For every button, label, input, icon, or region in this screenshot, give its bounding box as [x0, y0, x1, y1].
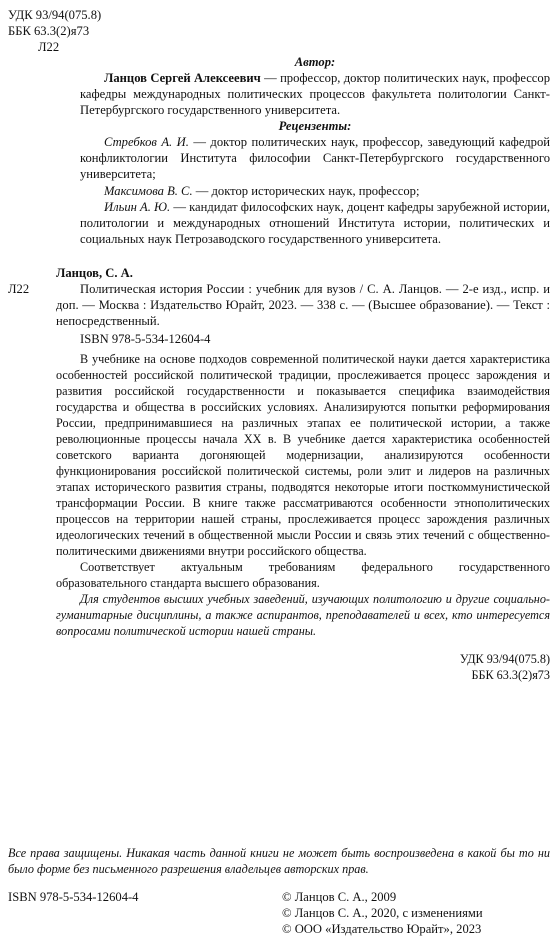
- classification-block: [8, 7, 208, 56]
- author-heading: Автор:: [294, 55, 336, 69]
- reviewer-description: — кандидат философских наук, доцент кафедры зарубежной истории, политологии и международных отношений Института истории, политических и социальных наук Петрозаводского государственного университета.: [80, 199, 550, 247]
- copyright-line: © Ланцов С. А., 2020, с изменениями: [282, 906, 483, 921]
- rights-text: Все права защищены. Никакая часть данной книги не может быть воспроизведена в какой бы то ни было форме без письменного разрешения владельцев авторских прав.: [8, 846, 550, 876]
- author-name: Ланцов Сергей Алексеевич: [104, 71, 261, 85]
- bibliographic-side-code: Л22: [8, 282, 30, 296]
- copyright-line: © Ланцов С. А., 2009: [282, 890, 397, 904]
- bibliographic-text: Политическая история России : учебник для вузов / С. А. Ланцов. — 2-е изд., испр. и доп. — Москва : Издательство Юрайт, 2023. — 338 с. — (Высшее образование). — Текст : непосредственный.: [56, 282, 550, 329]
- reviewer-name: Максимова В. С.: [104, 183, 193, 198]
- reviewer-name: Стребков А. И.: [104, 135, 189, 149]
- author-code: Л22: [38, 40, 60, 55]
- reviewer-item: [80, 199, 550, 248]
- reviewer-item: [80, 134, 550, 183]
- bbk-code: ББК 63.3(2)я73: [8, 24, 90, 39]
- abstract-audience: Для студентов высших учебных заведений, изучающих политологию и другие социально-гуманитарные дисциплины, а также аспирантов, преподавателей и всех, кто интересуется вопросами политической истории нашей страны.: [56, 592, 550, 638]
- reviewers-heading: Рецензенты:: [278, 119, 352, 133]
- reviewers-block: [80, 134, 550, 247]
- reviewer-description: — доктор политических наук, профессор, заведующий кафедрой конфликтологии Института философии Санкт-Петербургского государственного университета;: [80, 135, 550, 182]
- bibliographic-description: [56, 281, 550, 330]
- reviewer-name: Ильин А. Ю.: [104, 199, 171, 214]
- author-description: — профессор, доктор политических наук, профессор кафедры международных политических процессов факультета политологии Санкт-Петербургского государственного университета.: [80, 71, 550, 118]
- abstract-bbk: ББК 63.3(2)я73: [471, 668, 550, 682]
- abstract-block: [56, 351, 550, 639]
- udk-code: УДК 93/94(075.8): [8, 8, 102, 22]
- reviewer-description: — доктор исторических наук, профессор;: [192, 183, 420, 198]
- reviewer-item: [80, 183, 550, 199]
- rights-notice: [8, 845, 550, 877]
- bibliographic-isbn: ISBN 978-5-534-12604-4: [80, 332, 211, 346]
- author-block: [80, 70, 550, 119]
- copyright-line: © ООО «Издательство Юрайт», 2023: [282, 922, 482, 937]
- footer-isbn: ISBN 978-5-534-12604-4: [8, 890, 139, 904]
- abstract-udk: УДК 93/94(075.8): [459, 652, 550, 666]
- copyright-block: [282, 889, 552, 938]
- bibliographic-author: Ланцов, С. А.: [56, 266, 133, 280]
- abstract-paragraph: В учебнике на основе подходов современной политической науки дается характеристика особенностей российской политической традиции, прослеживается процесс зарождения и развития российской государственности и показывается специфика взаимодействия государства и общества в российских условиях. Анализируются попытки реформирования России, предпринимавшиеся на различных этапах ее политической истории, а также революционные процессы начала XX в. В учебнике дается характеристика особенностей советского варианта догоняющей модернизации, анализируются особенности функционирования российской политической системы, роли элит и лидеров на различных этапах исторического развития страны, подводятся некоторые итоги посткоммунистической трансформации России. В книге также рассматриваются особенности этнополитических процессов на территории нашей страны, прослеживается процесс зарождения различных идеологических течений в общественной мысли России и связь этих течений с общественно-политическими движениями внутри российского общества.: [56, 352, 550, 558]
- abstract-standard: Соответствует актуальным требованиям федерального государственного образовательного стандарта высшего образования.: [56, 560, 550, 590]
